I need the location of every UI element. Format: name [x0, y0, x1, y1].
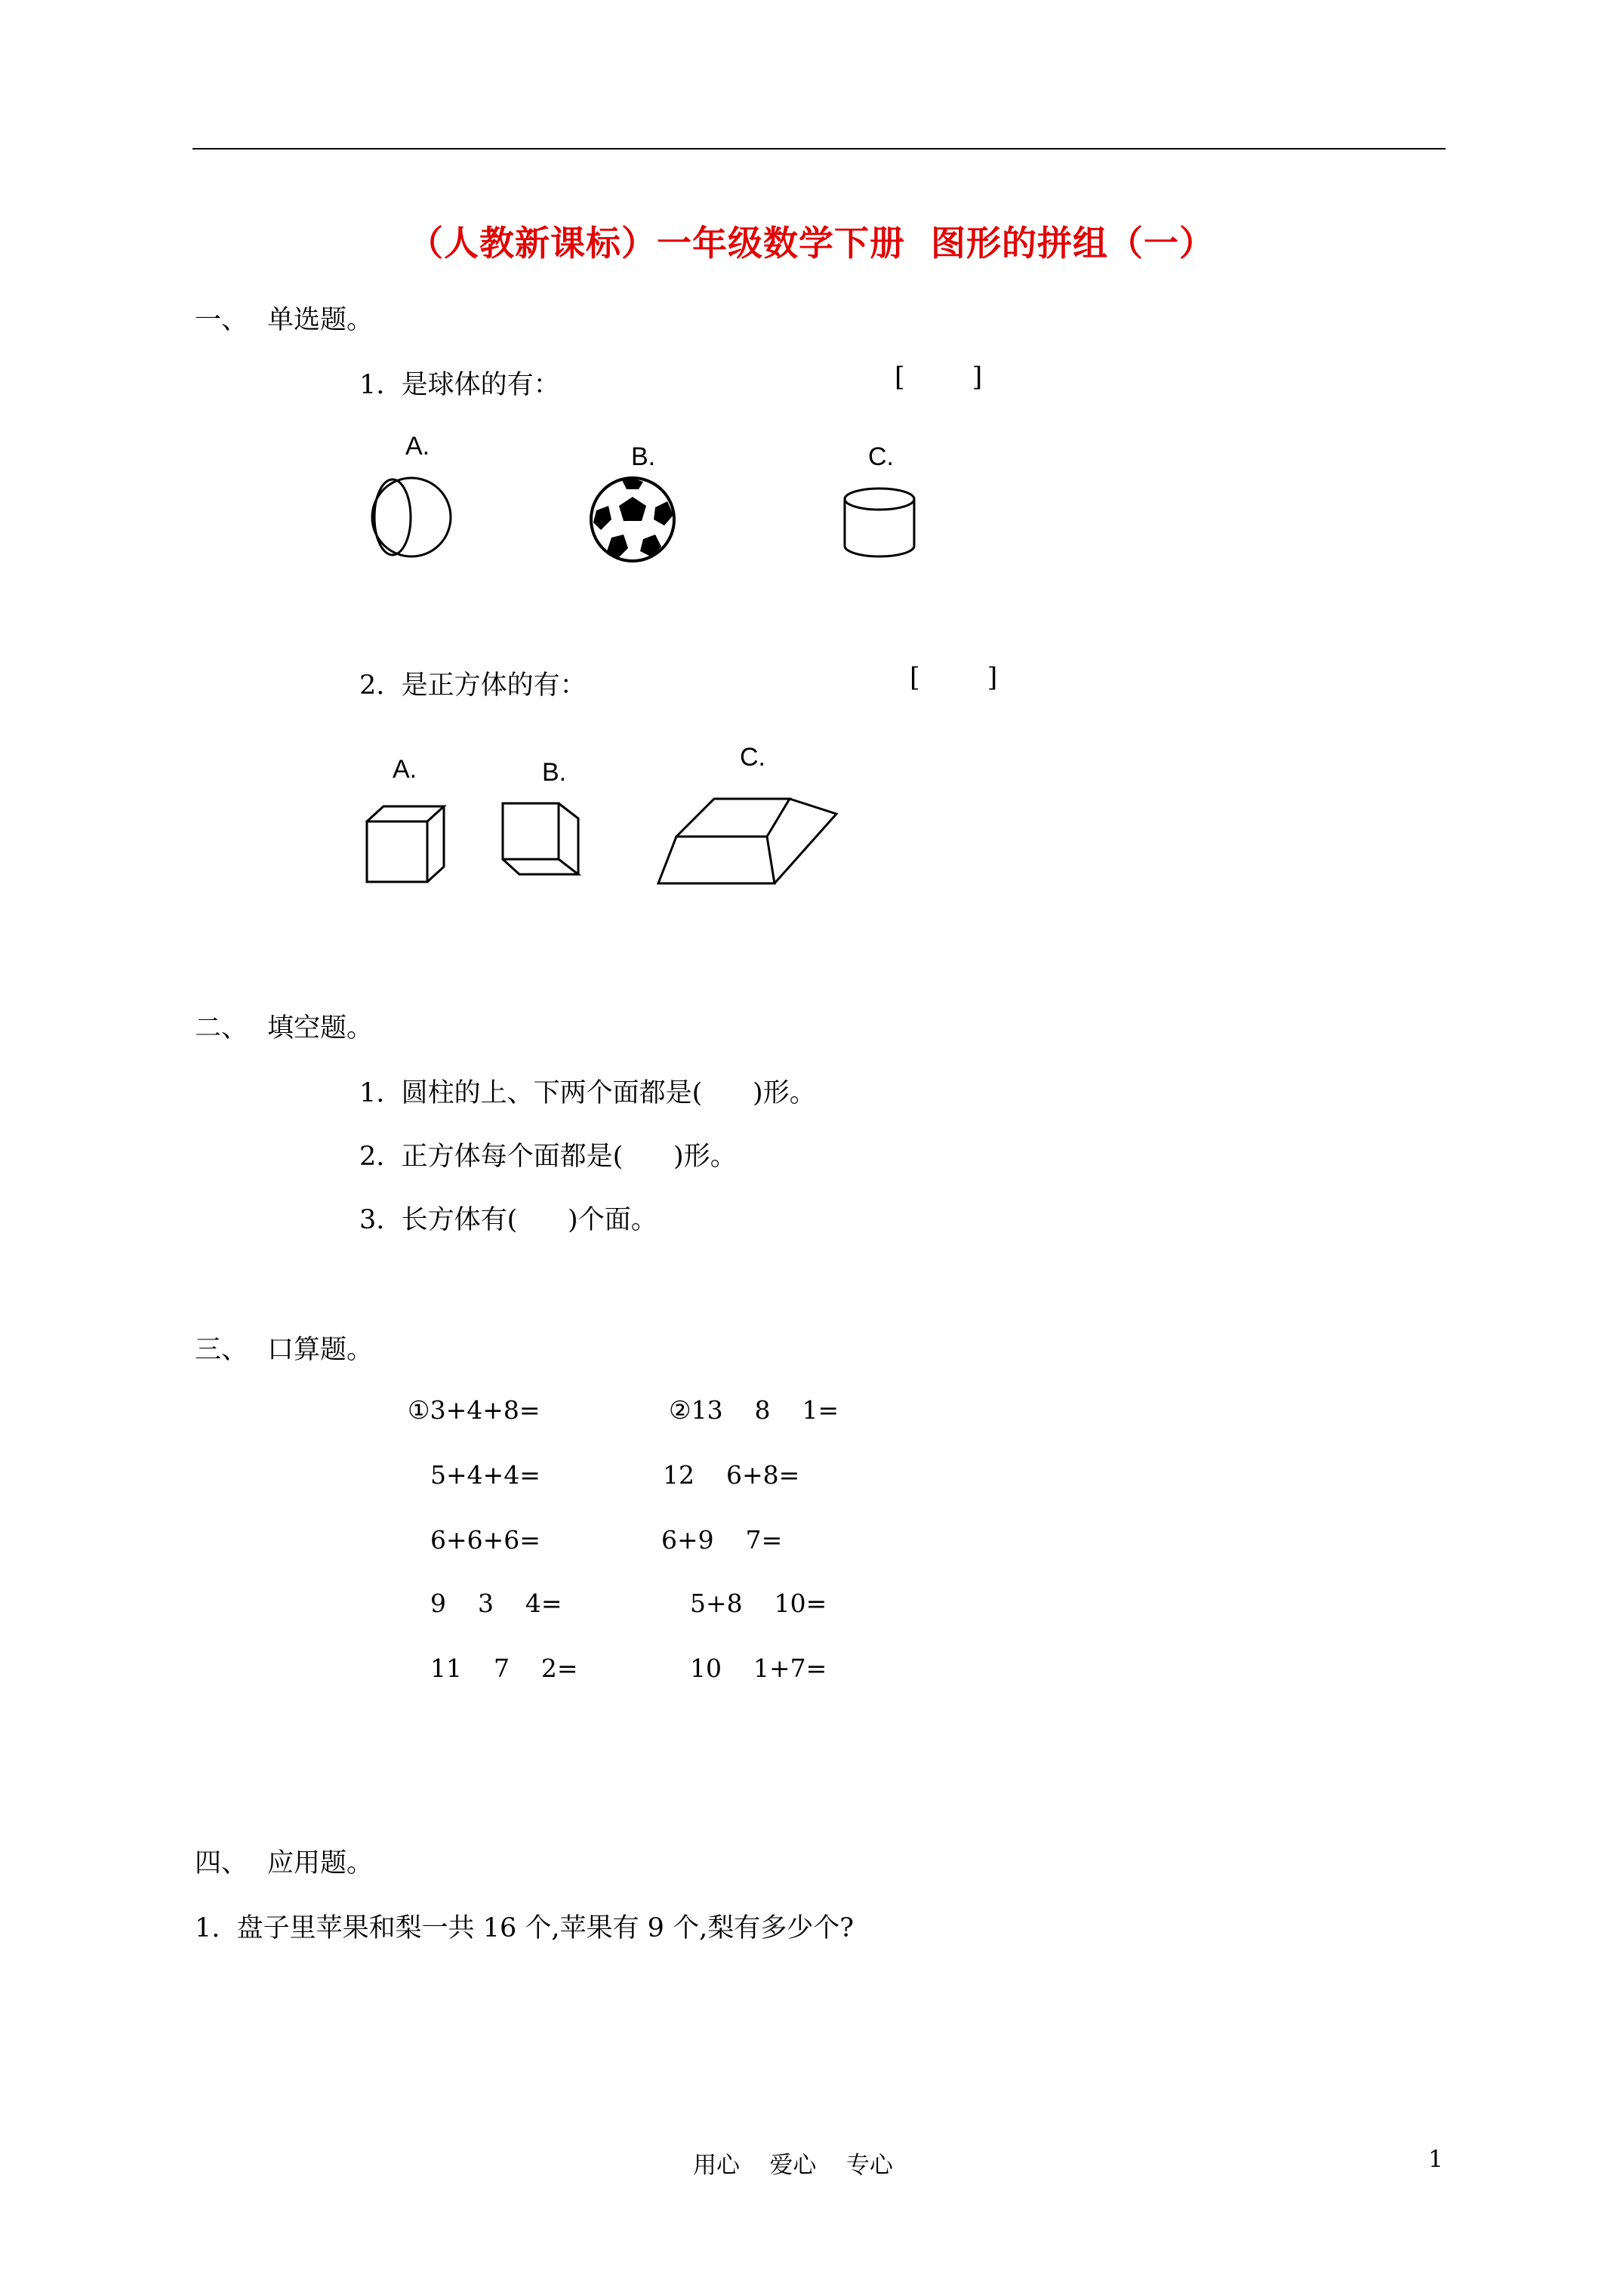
question-1-1-text: 1. 是球体的有： [359, 370, 560, 400]
calc-right-4: 5+8 10= [690, 1589, 827, 1618]
fill-item-1: 1. 圆柱的上、下两个面都是( )形。 [359, 1078, 816, 1108]
answer-bracket: [ ] [910, 663, 998, 693]
calc-left-1: ①3+4+8= [408, 1395, 540, 1425]
cube-icon [500, 800, 587, 883]
section-2-number: 二、 [195, 1013, 248, 1043]
fill-item-2: 2. 正方体每个面都是( )形。 [359, 1142, 737, 1172]
calc-left-4: 9 3 4= [430, 1589, 562, 1618]
header-rule [192, 148, 1446, 149]
word-problem-1: 1. 盘子里苹果和梨一共 16 个,苹果有 9 个,梨有多少个? [195, 1913, 854, 1943]
page-number: 1 [1428, 2146, 1443, 2173]
calc-right-1: ②13 8 1= [669, 1395, 839, 1425]
calc-left-3: 6+6+6= [430, 1525, 540, 1555]
section-4-heading: 应用题。 [267, 1848, 374, 1878]
option-c-label: C. [868, 442, 894, 471]
cylinder-icon [842, 487, 925, 562]
section-4-number: 四、 [195, 1848, 248, 1878]
calc-right-3: 6+9 7= [661, 1525, 783, 1555]
cube-icon [364, 803, 451, 886]
page-title: （人教新课标）一年级数学下册 图形的拼组（一） [408, 223, 1215, 264]
soccer-ball-icon [589, 476, 679, 566]
section-3-number: 三、 [195, 1335, 248, 1365]
calc-right-5: 10 1+7= [690, 1653, 827, 1683]
option-a-label: A. [393, 755, 417, 784]
footer-motto: 用心 爱心 专心 [693, 2152, 893, 2179]
option-a-label: A. [405, 432, 430, 461]
fill-item-3: 3. 长方体有( )个面。 [359, 1205, 658, 1235]
calc-left-5: 11 7 2= [430, 1653, 578, 1683]
calc-right-2: 12 6+8= [663, 1460, 800, 1490]
option-b-label: B. [631, 442, 656, 471]
prism-icon [655, 785, 840, 887]
section-3-heading: 口算题。 [267, 1335, 374, 1365]
section-2-heading: 填空题。 [267, 1013, 374, 1043]
calc-left-2: 5+4+4= [430, 1460, 540, 1490]
section-1-heading: 单选题。 [267, 305, 374, 335]
option-c-label: C. [740, 743, 765, 772]
answer-bracket: [ ] [895, 362, 983, 393]
sphere-icon [370, 476, 457, 562]
option-b-label: B. [542, 758, 567, 787]
section-1-number: 一、 [195, 305, 248, 335]
question-1-2-text: 2. 是正方体的有： [359, 670, 587, 701]
